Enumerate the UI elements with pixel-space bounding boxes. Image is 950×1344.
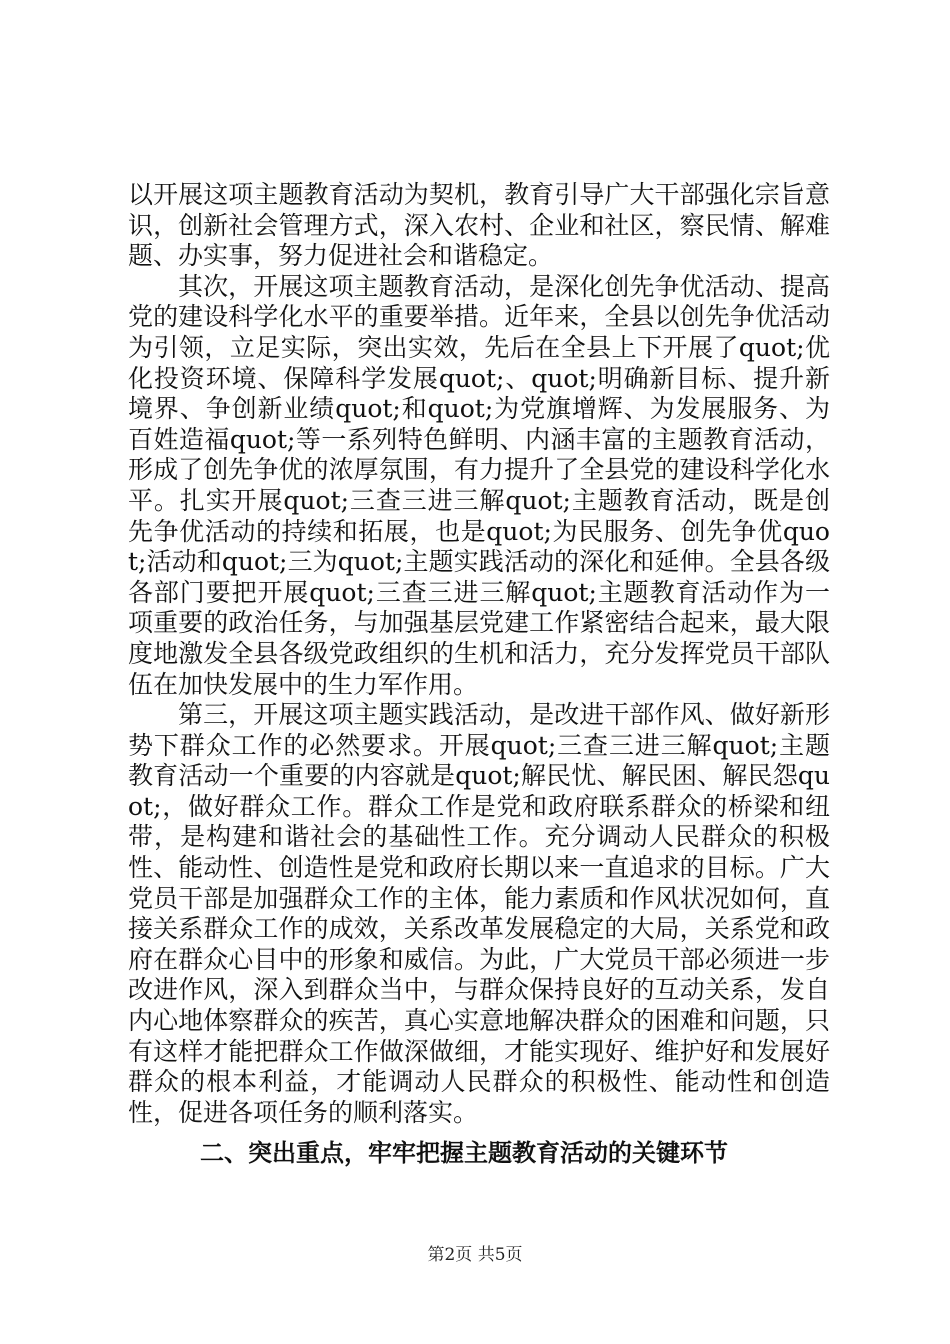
paragraph-continuation: 以开展这项主题教育活动为契机，教育引导广大干部强化宗旨意识，创新社会管理方式，深入农村、企业和社区，察民情、解难题、办实事，努力促进社会和谐稳定。 <box>128 180 830 271</box>
paragraph-second-point: 其次，开展这项主题教育活动，是深化创先争优活动、提高党的建设科学化水平的重要举措。近年来，全县以创先争优活动为引领，立足实际，突出实效，先后在全县上下开展了quot;优化投资环境、保障科学发展quot;、quot;明确新目标、提升新境界、争创新业绩quot;和quot;为党旗增辉、为发展服务、为百姓造福quot;等一系列特色鲜明、内涵丰富的主题教育活动，形成了创先争优的浓厚氛围，有力提升了全县党的建设科学化水平。扎实开展quot;三查三进三解quot;主题教育活动，既是创先争优活动的持续和拓展，也是quot;为民服务、创先争优quot;活动和quot;三为quot;主题实践活动的深化和延伸。全县各级各部门要把开展quot;三查三进三解quot;主题教育活动作为一项重要的政治任务，与加强基层党建工作紧密结合起来，最大限度地激发全县各级党政组织的生机和活力，充分发挥党员干部队伍在加快发展中的生力军作用。 <box>128 271 830 699</box>
document-body <box>128 180 830 1170</box>
paragraph-third-point: 第三，开展这项主题实践活动，是改进干部作风、做好新形势下群众工作的必然要求。开展quot;三查三进三解quot;主题教育活动一个重要的内容就是quot;解民忧、解民困、解民怨quot;，做好群众工作。群众工作是党和政府联系群众的桥梁和纽带，是构建和谐社会的基础性工作。充分调动人民群众的积极性、能动性、创造性是党和政府长期以来一直追求的目标。广大党员干部是加强群众工作的主体，能力素质和作风状况如何，直接关系群众工作的成效，关系改革发展稳定的大局，关系党和政府在群众心目中的形象和威信。为此，广大党员干部必须进一步改进作风，深入到群众当中，与群众保持良好的互动关系，发自内心地体察群众的疾苦，真心实意地解决群众的困难和问题，只有这样才能把群众工作做深做细，才能实现好、维护好和发展好群众的根本利益，才能调动人民群众的积极性、能动性和创造性，促进各项任务的顺利落实。 <box>128 700 830 1127</box>
page-footer: 第2页 共5页 <box>427 1245 523 1265</box>
section-heading: 二、突出重点，牢牢把握主题教育活动的关键环节 <box>200 1139 728 1168</box>
